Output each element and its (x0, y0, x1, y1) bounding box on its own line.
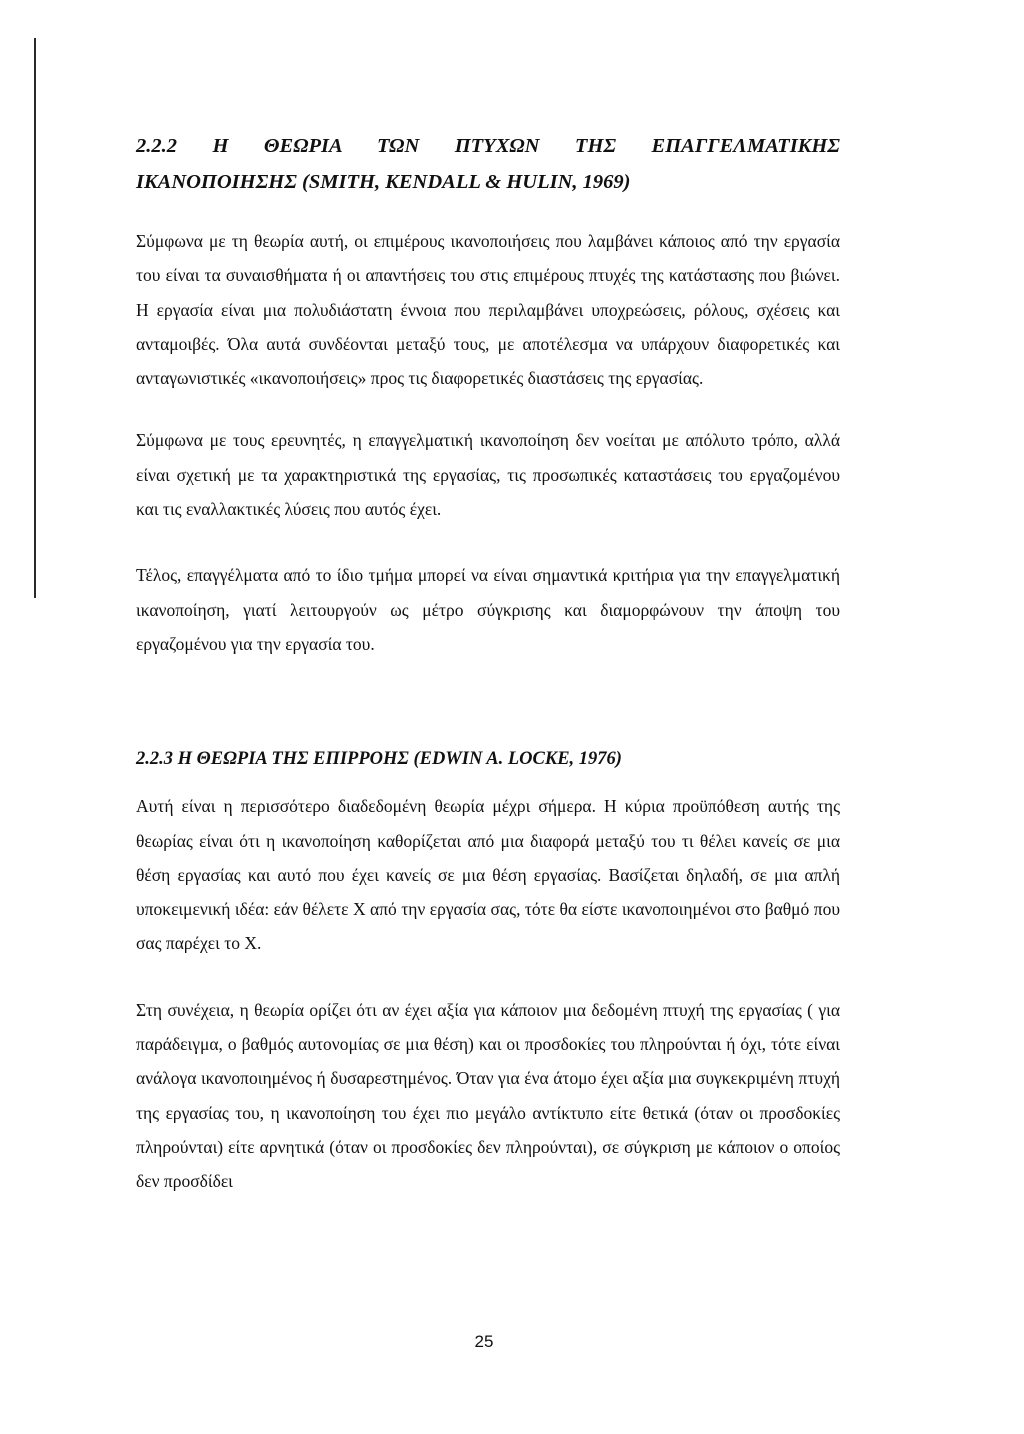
heading-line-2: ΙΚΑΝΟΠΟΙΗΣΗΣ (SMITH, KENDALL & HULIN, 1969) (136, 171, 631, 193)
paragraph-1: Σύμφωνα με τη θεωρία αυτή, οι επιμέρους ικανοποιήσεις που λαμβάνει κάποιος από την εργασία του είναι τα συναισθήματα ή οι απαντήσεις του στις επιμέρους πτυχές της κατάστασης που βιώνει. Η εργασία είναι μια πολυδιάστατη έννοια που περιλαμβάνει υποχρεώσεις, ρόλους, σχέσεις και ανταμοιβές. Όλα αυτά συνδέονται μεταξύ τους, με αποτέλεσμα να υπάρχουν διαφορετικές και ανταγωνιστικές «ικανοποιήσεις» προς τις διαφορετικές διαστάσεις της εργασίας. (136, 231, 840, 389)
section-heading-2-2-2 (136, 128, 840, 200)
page-number: 25 (474, 1332, 494, 1351)
paragraph-3: Τέλος, επαγγέλματα από το ίδιο τμήμα μπορεί να είναι σημαντικά κριτήρια για την επαγγελματική ικανοποίηση, γιατί λειτουργούν ως μέτρο σύγκρισης και διαμορφώνουν την άποψη του εργαζομένου για την εργασία του. (136, 565, 840, 654)
scan-edge-line (34, 38, 36, 598)
section-heading-2-2-3: 2.2.3 Η ΘΕΩΡΙΑ ΤΗΣ ΕΠΙΡΡΟΗΣ (EDWIN A. LOCKE, 1976) (136, 749, 622, 770)
document-page (136, 128, 840, 1199)
heading-line-1: 2.2.2 Η ΘΕΩΡΙΑ ΤΩΝ ΠΤΥΧΩΝ ΤΗΣ ΕΠΑΓΓΕΛΜΑΤΙΚΗΣ (136, 135, 840, 157)
paragraph-4: Αυτή είναι η περισσότερο διαδεδομένη θεωρία μέχρι σήμερα. Η κύρια προϋπόθεση αυτής της θεωρίας είναι ότι η ικανοποίηση καθορίζεται από μια διαφορά μεταξύ του τι θέλει κανείς σε μια θέση εργασίας και αυτό που έχει κανείς σε μια θέση εργασίας. Βασίζεται δηλαδή, σε μια απλή υποκειμενική ιδέα: εάν θέλετε Χ από την εργασία σας, τότε θα είστε ικανοποιημένοι στο βαθμό που σας παρέχει το Χ. (136, 796, 840, 954)
paragraph-2: Σύμφωνα με τους ερευνητές, η επαγγελματική ικανοποίηση δεν νοείται με απόλυτο τρόπο, αλλά είναι σχετική με τα χαρακτηριστικά της εργασίας, τις προσωπικές καταστάσεις του εργαζομένου και τις εναλλακτικές λύσεις που αυτός έχει. (136, 430, 840, 520)
paragraph-5: Στη συνέχεια, η θεωρία ορίζει ότι αν έχει αξία για κάποιον μια δεδομένη πτυχή της εργασίας ( για παράδειγμα, ο βαθμός αυτονομίας σε μια θέση) και οι προσδοκίες του πληρούνται ή όχι, τότε είναι ανάλογα ικανοποιημένος ή δυσαρεστημένος. Όταν για ένα άτομο έχει αξία μια συγκεκριμένη πτυχή της εργασίας του, η ικανοποίηση του έχει πιο μεγάλο αντίκτυπο είτε θετικά (όταν οι προσδοκίες πληρούνται) είτε αρνητικά (όταν οι προσδοκίες δεν πληρούνται), σε σύγκριση με κάποιον ο οποίος δεν προσδίδει (136, 999, 840, 1192)
